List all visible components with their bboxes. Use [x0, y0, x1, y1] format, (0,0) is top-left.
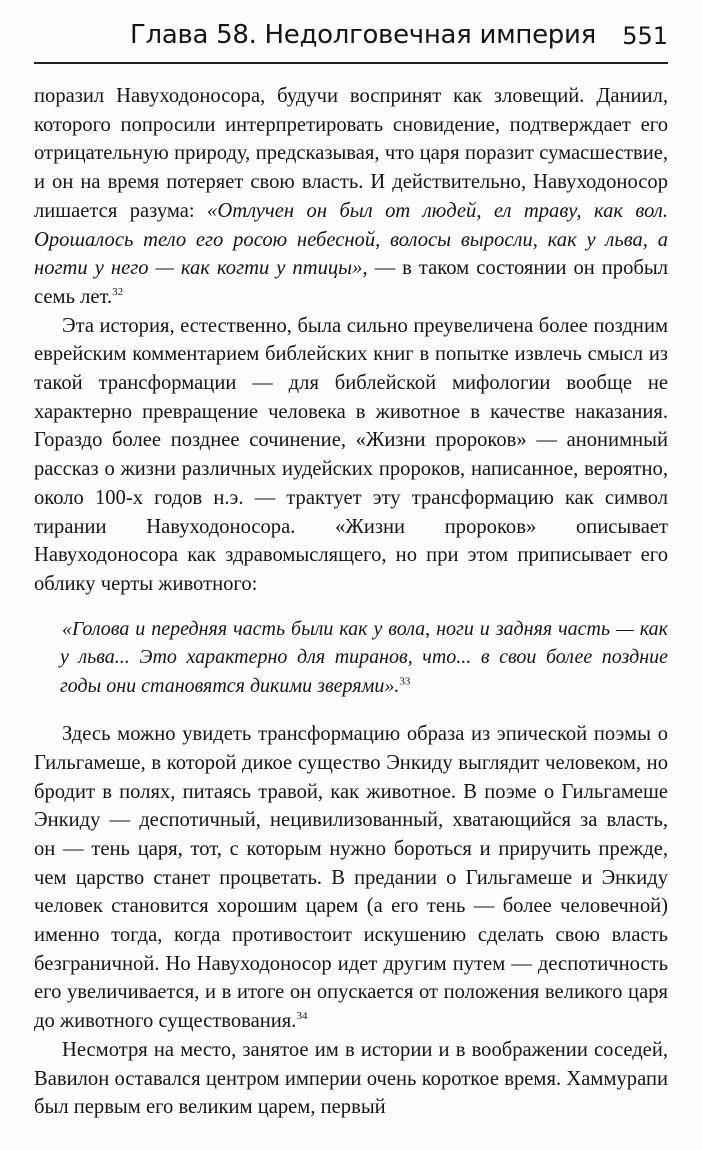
paragraph-1-text-a: поразил Навуходоносора, будучи воспринят как зловещий. Даниил, которого попросили интерпретировать сновидение, подтверждает его отрицательную природу, предсказывая, что царя поразит сумасшествие, и он на время потеряет свою власть. И действительно, Навуходоносор лишается разума:: [34, 85, 668, 222]
footnote-marker-34: 34: [296, 1010, 308, 1023]
page-header: [34, 14, 668, 60]
paragraph-3: [34, 720, 668, 1036]
header-rule: [34, 62, 668, 64]
paragraph-1-text-b: , — в таком состоянии он пробыл семь лет.: [34, 257, 668, 308]
block-quote: [60, 615, 668, 701]
paragraph-3-text: Здесь можно увидеть трансформацию образа из эпической поэмы о Гильгамеше, в которой дикое существо Энкиду выглядит человеком, но бродит в полях, питаясь травой, как животное. В поэме о Гильгамеше Энкиду — деспотичный, нецивилизованный, хватающийся за власть, он — тень царя, тот, с которым нужно бороться и приручить прежде, чем царство станет процветать. В предании о Гильгамеше и Энкиду человек становится хорошим царем (а его тень — более человечной) именно тогда, когда противостоит искушению сделать свою власть безграничной. Но Навуходоносор идет другим путем — деспотичность его увеличивается, и в итоге он опускается от положения великого царя до животного существования.: [34, 723, 668, 1033]
inline-quote: «Отлучен он был от людей, ел траву, как вол. Орошалось тело его росою небесной, волосы выросли, как у льва, а ногти у него — как когти у птицы»: [34, 199, 669, 280]
paragraph-1: [34, 82, 668, 312]
footnote-marker-33: 33: [399, 675, 411, 687]
running-title: Глава 58. Недолговечная империя: [130, 20, 596, 50]
paragraph-4: Несмотря на место, занятое им в истории и в воображении соседей, Вавилон оставался центром империи очень короткое время. Хаммурапи был первым его великим царем, первый: [34, 1038, 668, 1119]
block-quote-text: «Голова и передняя часть были как у вола, ноги и задняя часть — как у льва... Это характерно для тиранов, что... в свои более поздние годы они становятся дикими зверями».: [60, 617, 668, 697]
paragraph-2: Эта история, естественно, была сильно преувеличена более поздним еврейским комментарием библейских книг в попытке извлечь смысл из такой трансформации — для библейской мифологии вообще не характерно превращение человека в животное в качестве наказания. Гораздо более позднее сочинение, «Жизни пророков» — анонимный рассказ о жизни различных иудейских пророков, написанное, вероятно, около 100-х годов н.э. — трактует эту трансформацию как символ тирании Навуходоносора. «Жизни пророков» описывает Навуходоносора как здравомыслящего, но при этом приписывает его облику черты животного:: [34, 314, 668, 595]
body-text: [34, 82, 668, 1122]
footnote-marker-32: 32: [112, 286, 124, 299]
page-number: 551: [622, 22, 668, 50]
